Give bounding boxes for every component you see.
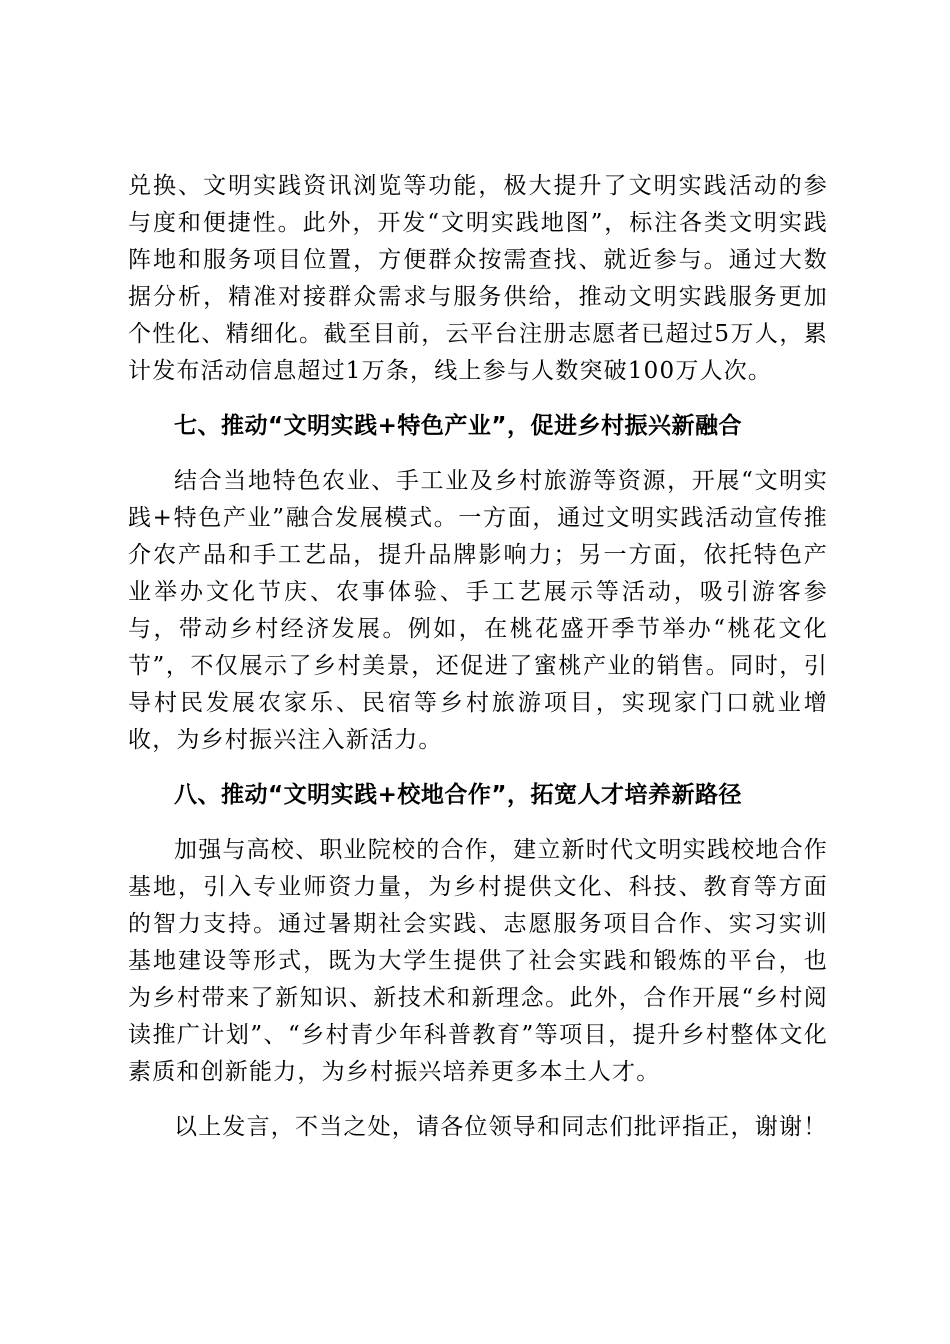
paragraph-special-industry: 结合当地特色农业、手工业及乡村旅游等资源，开展“文明实践+特色产业”融合发展模式。一方面，通过文明实践活动宣传推介农产品和手工艺品，提升品牌影响力；另一方面，依托特色产业举办文化节庆、农事体验、手工艺展示等活动，吸引游客参与，带动乡村经济发展。例如，在桃花盛开季节举办“桃花文化节”，不仅展示了乡村美景，还促进了蜜桃产业的销售。同时，引导村民发展农家乐、民宿等乡村旅游项目，实现家门口就业增收，为乡村振兴注入新活力。 bbox=[128, 468, 828, 753]
paragraph-spacer bbox=[128, 390, 828, 408]
paragraph-spacer bbox=[128, 445, 828, 463]
paragraph-spacer bbox=[128, 759, 828, 777]
document-body bbox=[128, 168, 828, 1146]
paragraph-school-cooperation: 加强与高校、职业院校的合作，建立新时代文明实践校地合作基地，引入专业师资力量，为乡村提供文化、科技、教育等方面的智力支持。通过暑期社会实践、志愿服务项目合作、实习实训基地建设等形式，既为大学生提供了社会实践和锻炼的平台，也为乡村带来了新知识、新技术和新理念。此外，合作开展“乡村阅读推广计划”、“乡村青少年科普教育”等项目，提升乡村整体文化素质和创新能力，为乡村振兴培养更多本土人才。 bbox=[128, 837, 828, 1085]
paragraph-continuation: 兑换、文明实践资讯浏览等功能，极大提升了文明实践活动的参与度和便捷性。此外，开发“文明实践地图”，标注各类文明实践阵地和服务项目位置，方便群众按需查找、就近参与。通过大数据分析，精准对接群众需求与服务供给，推动文明实践服务更加个性化、精细化。截至目前，云平台注册志愿者已超过5万人，累计发布活动信息超过1万条，线上参与人数突破100万人次。 bbox=[128, 173, 828, 384]
paragraph-closing: 以上发言，不当之处，请各位领导和同志们批评指正，谢谢！ bbox=[174, 1114, 828, 1140]
paragraph-spacer bbox=[128, 1091, 828, 1109]
section-heading-eight: 八、推动“文明实践+校地合作”，拓宽人才培养新路径 bbox=[174, 782, 743, 808]
section-heading-seven: 七、推动“文明实践+特色产业”，促进乡村振兴新融合 bbox=[174, 413, 743, 439]
paragraph-spacer bbox=[128, 814, 828, 832]
